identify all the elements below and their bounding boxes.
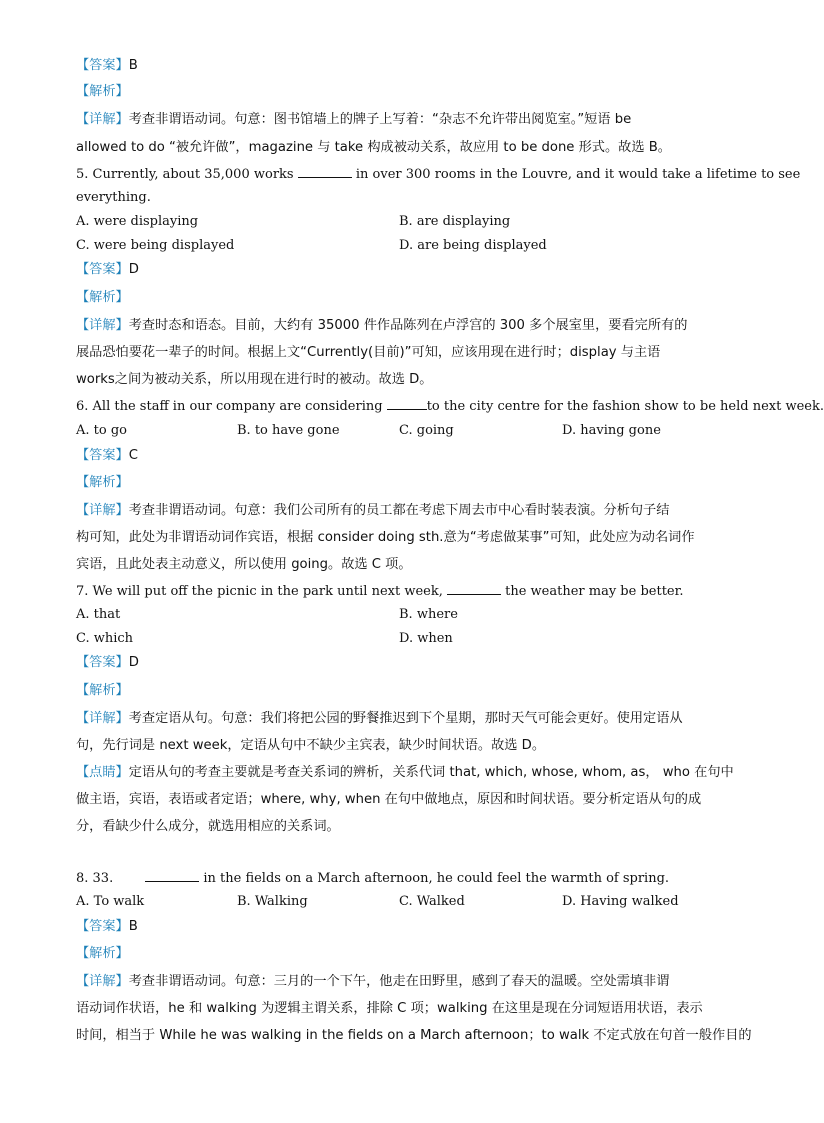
q8-option-a: A. To walk xyxy=(76,894,145,909)
detail-label: 【详解】 xyxy=(76,112,129,127)
q6-option-c: C. going xyxy=(399,423,454,438)
q7-answer: D xyxy=(128,655,139,670)
q8-option-b: B. Walking xyxy=(237,894,308,909)
q6-analysis-label: 【解析】 xyxy=(76,475,129,490)
q8-detail-line-3: 时间，相当于 While he was walking in the fields on a March afternoon；to walk 不定式放在句首一般作目的 xyxy=(76,1028,752,1043)
q7-stem-line xyxy=(76,581,724,602)
q6-stem-line xyxy=(76,396,824,417)
q8-stem-line xyxy=(76,868,724,889)
q6-option-b: B. to have gone xyxy=(237,423,340,438)
q6-stem-a: 6. All the staff in our company are considering xyxy=(76,399,383,414)
q8-detail-1: 考查非谓语动词。句意：三月的一个下午，他走在田野里，感到了春天的温暖。空处需填非谓 xyxy=(128,974,670,989)
q6-blank xyxy=(387,396,427,410)
q7-stem-a: 7. We will put off the picnic in the park until next week, xyxy=(76,584,443,599)
q5-stem-b: in over 300 rooms in the Louvre, and it would take a lifetime to see xyxy=(355,167,801,182)
q8-detail-line-1 xyxy=(76,972,724,992)
q6-answer-line xyxy=(76,446,724,466)
q8-detail-line-2: 语动词作状语，he 和 walking 为逻辑主谓关系，排除 C 项；walking 在这里是现在分词短语用状语，表示 xyxy=(76,1001,703,1016)
q6-option-a: A. to go xyxy=(76,423,127,438)
q6-detail-line-2: 构可知，此处为非谓语动词作宾语，根据 consider doing sth.意为“考虑做某事”可知，此处应为动名词作 xyxy=(76,530,695,545)
q4-analysis-label: 【解析】 xyxy=(76,84,129,99)
q7-detail-line-2: 句，先行词是 next week，定语从句中不缺少主宾表，缺少时间状语。故选 D。 xyxy=(76,738,546,753)
q4-detail-1: 考查非谓语动词。句意：图书馆墙上的牌子上写着：“杂志不允许带出阅览室。”短语 be xyxy=(128,112,632,127)
q5-stem-line-1 xyxy=(76,164,801,185)
q5-blank xyxy=(298,164,352,178)
q7-analysis-label: 【解析】 xyxy=(76,683,129,698)
q7-dianjing-line-1 xyxy=(76,763,734,783)
q5-option-b: B. are displaying xyxy=(399,214,511,229)
q8-option-c: C. Walked xyxy=(399,894,465,909)
detail-label: 【详解】 xyxy=(76,318,129,333)
dianjing-label: 【点睛】 xyxy=(76,765,129,780)
q6-stem-b: to the city centre for the fashion show to be held next week. xyxy=(426,399,824,414)
q7-option-b: B. where xyxy=(399,607,458,622)
q8-answer: B xyxy=(128,919,138,934)
q4-answer: B xyxy=(128,58,138,73)
q8-option-d: D. Having walked xyxy=(562,894,679,909)
q7-detail-line-1 xyxy=(76,709,724,729)
q7-option-c: C. which xyxy=(76,631,134,646)
q5-detail-line-2: 展品恐怕要花一辈子的时间。根据上文“Currently(目前)”可知，应该用现在进行时；display 与主语 xyxy=(76,345,661,360)
q7-blank xyxy=(447,581,501,595)
q8-answer-line xyxy=(76,917,724,937)
q8-analysis-label: 【解析】 xyxy=(76,946,129,961)
q5-option-a: A. were displaying xyxy=(76,214,199,229)
q8-stem-a: 8. 33. xyxy=(76,871,114,886)
q5-stem-line-2: everything. xyxy=(76,190,151,205)
detail-label: 【详解】 xyxy=(76,974,129,989)
q8-blank xyxy=(145,868,199,882)
q5-detail-line-1 xyxy=(76,316,724,336)
q4-detail-line-2: allowed to do “被允许做”，magazine 与 take 构成被动关系，故应用 to be done 形式。故选 B。 xyxy=(76,140,671,155)
q5-answer: D xyxy=(128,262,139,277)
q5-option-d: D. are being displayed xyxy=(399,238,547,253)
answer-label: 【答案】 xyxy=(76,262,129,277)
answer-label: 【答案】 xyxy=(76,655,129,670)
q7-detail-1: 考查定语从句。句意：我们将把公园的野餐推迟到下个星期，那时天气可能会更好。使用定语从 xyxy=(128,711,683,726)
q6-detail-line-1 xyxy=(76,501,724,521)
q6-detail-line-3: 宾语，且此处表主动意义，所以使用 going。故选 C 项。 xyxy=(76,557,412,572)
detail-label: 【详解】 xyxy=(76,711,129,726)
q5-stem-a: 5. Currently, about 35,000 works xyxy=(76,167,294,182)
q5-option-c: C. were being displayed xyxy=(76,238,235,253)
q6-detail-1: 考查非谓语动词。句意：我们公司所有的员工都在考虑下周去市中心看时装表演。分析句子结 xyxy=(128,503,670,518)
q5-analysis-label: 【解析】 xyxy=(76,290,129,305)
q7-dianjing-line-3: 分，看缺少什么成分，就选用相应的关系词。 xyxy=(76,819,340,834)
q6-answer: C xyxy=(128,448,138,463)
q5-detail-1: 考查时态和语态。目前，大约有 35000 件作品陈列在卢浮宫的 300 多个展室里，要看完所有的 xyxy=(128,318,688,333)
q6-option-d: D. having gone xyxy=(562,423,661,438)
q4-detail-line-1 xyxy=(76,110,724,130)
q7-dianjing-line-2: 做主语，宾语，表语或者定语；where, why, when 在句中做地点，原因和时间状语。要分析定语从句的成 xyxy=(76,792,702,807)
q7-option-a: A. that xyxy=(76,607,121,622)
q7-stem-b: the weather may be better. xyxy=(505,584,684,599)
q4-answer-line xyxy=(76,56,724,76)
answer-label: 【答案】 xyxy=(76,448,129,463)
detail-label: 【详解】 xyxy=(76,503,129,518)
answer-label: 【答案】 xyxy=(76,58,129,73)
q5-detail-line-3: works之间为被动关系，所以用现在进行时的被动。故选 D。 xyxy=(76,372,433,387)
q8-stem-b: in the fields on a March afternoon, he could feel the warmth of spring. xyxy=(203,871,670,886)
q7-option-d: D. when xyxy=(399,631,453,646)
answer-label: 【答案】 xyxy=(76,919,129,934)
q7-answer-line xyxy=(76,653,724,673)
q5-answer-line xyxy=(76,260,724,280)
q7-dianjing-1: 定语从句的考查主要就是考查关系词的辨析，关系代词 that, which, whose, whom, as， who 在句中 xyxy=(128,765,734,780)
